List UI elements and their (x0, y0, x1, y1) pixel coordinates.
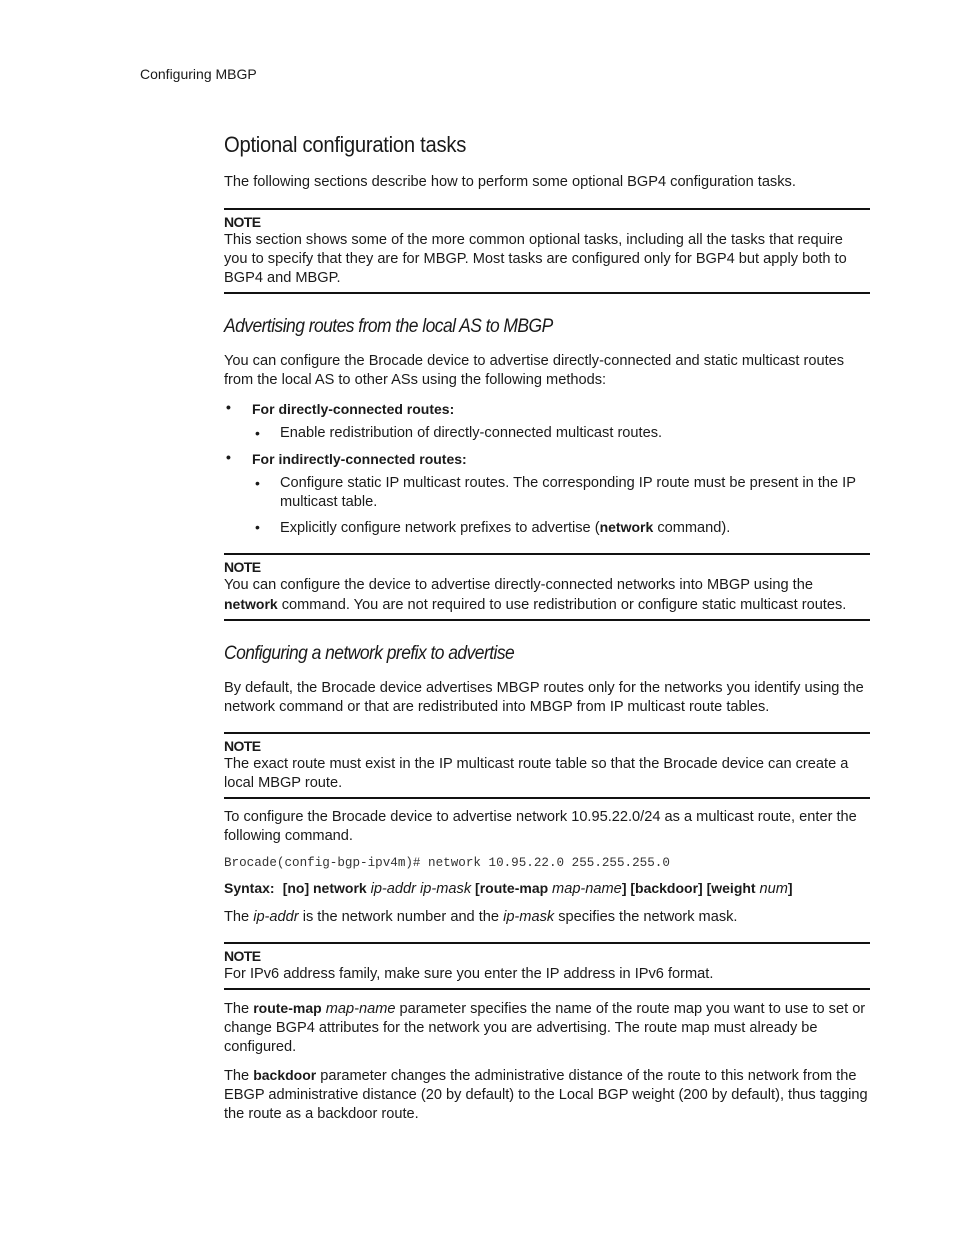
note-label: NOTE (224, 948, 261, 964)
note-label: NOTE (224, 559, 261, 575)
list-item (224, 450, 870, 469)
bullet-icon: • (255, 475, 260, 491)
list-item-label: Explicitly configure network prefixes to advertise (network command). (280, 519, 731, 536)
subsection-title-advertising: Advertising routes from the local AS to MBGP (224, 316, 553, 337)
note-label: NOTE (224, 738, 261, 754)
note-box-4 (224, 942, 870, 990)
bullet-icon: • (226, 449, 231, 465)
note-text: This section shows some of the more common optional tasks, including all the tasks that require you to specify that they are for MBGP. Most tasks are configured only for BGP4 but apply both to BGP4 and MBGP. (224, 232, 847, 286)
note-box-2 (224, 553, 870, 621)
bullet-icon: • (255, 425, 260, 441)
list-item (224, 424, 870, 443)
command-intro-paragraph: To configure the Brocade device to advertise network 10.95.22.0/24 as a multicast route, enter the following command. (224, 809, 857, 844)
list-item-label: Enable redistribution of directly-connected multicast routes. (280, 425, 663, 441)
bullet-icon: • (226, 399, 231, 415)
list-item-label: For indirectly-connected routes: (252, 451, 467, 467)
intro-paragraph: The following sections describe how to perform some optional BGP4 configuration tasks. (224, 174, 796, 190)
note-label: NOTE (224, 214, 261, 230)
note-text: For IPv6 address family, make sure you enter the IP address in IPv6 format. (224, 966, 714, 982)
list-item (224, 474, 870, 512)
subsection-title-configuring: Configuring a network prefix to advertise (224, 643, 515, 664)
note-text: The exact route must exist in the IP multicast route table so that the Brocade device can create a local MBGP route. (224, 756, 849, 791)
list-item (224, 400, 870, 419)
advertising-paragraph: You can configure the Brocade device to advertise directly-connected and static multicast routes from the local AS to other ASs using the following methods: (224, 353, 845, 388)
code-example: Brocade(config-bgp-ipv4m)# network 10.95.22.0 255.255.255.0 (224, 856, 670, 870)
list-item (224, 518, 870, 538)
route-map-paragraph: The route-map map-name parameter specifies the name of the route map you want to use to set or change BGP4 attributes for the network you are advertising. The route map must already be configured. (224, 1000, 866, 1055)
bullet-icon: • (255, 519, 260, 535)
note-box-1 (224, 208, 870, 294)
list-item-label: Configure static IP multicast routes. The corresponding IP route must be present in the IP multicast table. (280, 475, 856, 510)
note-text: You can configure the device to advertise directly-connected networks into MBGP using the network command. You are not required to use redistribution or configure static multicast routes. (224, 577, 847, 613)
backdoor-paragraph: The backdoor parameter changes the administrative distance of the route to this network from the EBGP administrative distance (20 by default) to the Local BGP weight (200 by default), thus tagging the route as a backdoor route. (224, 1067, 868, 1122)
configuring-paragraph: By default, the Brocade device advertises MBGP routes only for the networks you identify using the network command or that are redistributed into MBGP from IP multicast route tables. (224, 680, 864, 715)
parameter-description: The ip-addr is the network number and the ip-mask specifies the network mask. (224, 909, 738, 925)
note-box-3 (224, 732, 870, 799)
section-title: Optional configuration tasks (224, 132, 467, 157)
running-head: Configuring MBGP (140, 66, 257, 82)
list-item-label: For directly-connected routes: (252, 401, 455, 417)
page-content (224, 132, 870, 1124)
syntax-line: Syntax: [no] network ip-addr ip-mask [route-map map-name] [backdoor] [weight num] (224, 880, 793, 897)
